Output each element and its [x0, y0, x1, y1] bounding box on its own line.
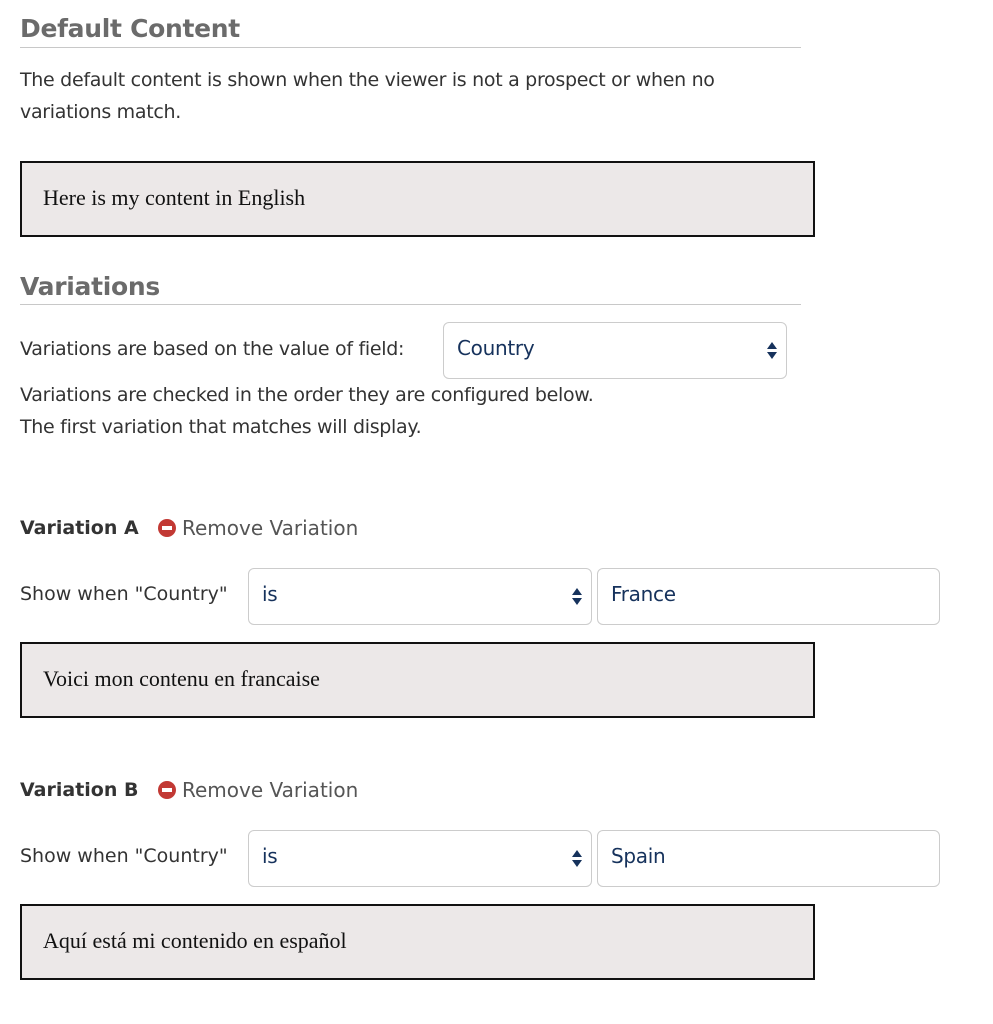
operator-value: is — [262, 582, 278, 606]
condition-label: Show when "Country" — [20, 845, 228, 867]
operator-value: is — [262, 844, 278, 868]
description-line: The default content is shown when the viewer is not a prospect or when no — [20, 69, 715, 91]
field-select-value: Country — [457, 336, 535, 360]
value-text: Spain — [611, 844, 666, 868]
remove-label: Remove Variation — [182, 516, 359, 540]
value-text: France — [611, 582, 676, 606]
variation-b-content-editor[interactable] — [20, 904, 815, 980]
content-text: Voici mon contenu en francaise — [43, 666, 320, 691]
divider — [20, 304, 801, 305]
remove-label: Remove Variation — [182, 778, 359, 802]
remove-icon — [158, 781, 176, 799]
default-content-heading: Default Content — [20, 14, 240, 43]
default-content-editor[interactable] — [20, 161, 815, 237]
description-line: variations match. — [20, 101, 181, 123]
content-text: Here is my content in English — [43, 185, 306, 210]
select-arrows-icon — [572, 586, 582, 608]
info-line: Variations are checked in the order they are configured below. — [20, 384, 594, 406]
select-arrows-icon — [572, 848, 582, 870]
value-input-a[interactable] — [597, 568, 940, 625]
variation-a-label: Variation A — [20, 517, 139, 539]
variations-info — [20, 379, 594, 443]
divider — [20, 47, 801, 48]
remove-icon — [158, 519, 176, 537]
remove-variation-b-button[interactable] — [158, 778, 358, 802]
operator-select-a[interactable] — [248, 568, 592, 625]
remove-variation-a-button[interactable] — [158, 516, 358, 540]
field-select[interactable] — [443, 322, 787, 379]
condition-label: Show when "Country" — [20, 583, 228, 605]
content-text: Aquí está mi contenido en español — [43, 928, 347, 953]
variation-b-label: Variation B — [20, 779, 139, 801]
variations-heading: Variations — [20, 272, 160, 301]
default-description — [20, 64, 715, 128]
value-input-b[interactable] — [597, 830, 940, 887]
select-arrows-icon — [767, 340, 777, 362]
field-label: Variations are based on the value of field: — [20, 338, 405, 360]
variation-a-content-editor[interactable] — [20, 642, 815, 718]
info-line: The first variation that matches will display. — [20, 416, 422, 438]
operator-select-b[interactable] — [248, 830, 592, 887]
